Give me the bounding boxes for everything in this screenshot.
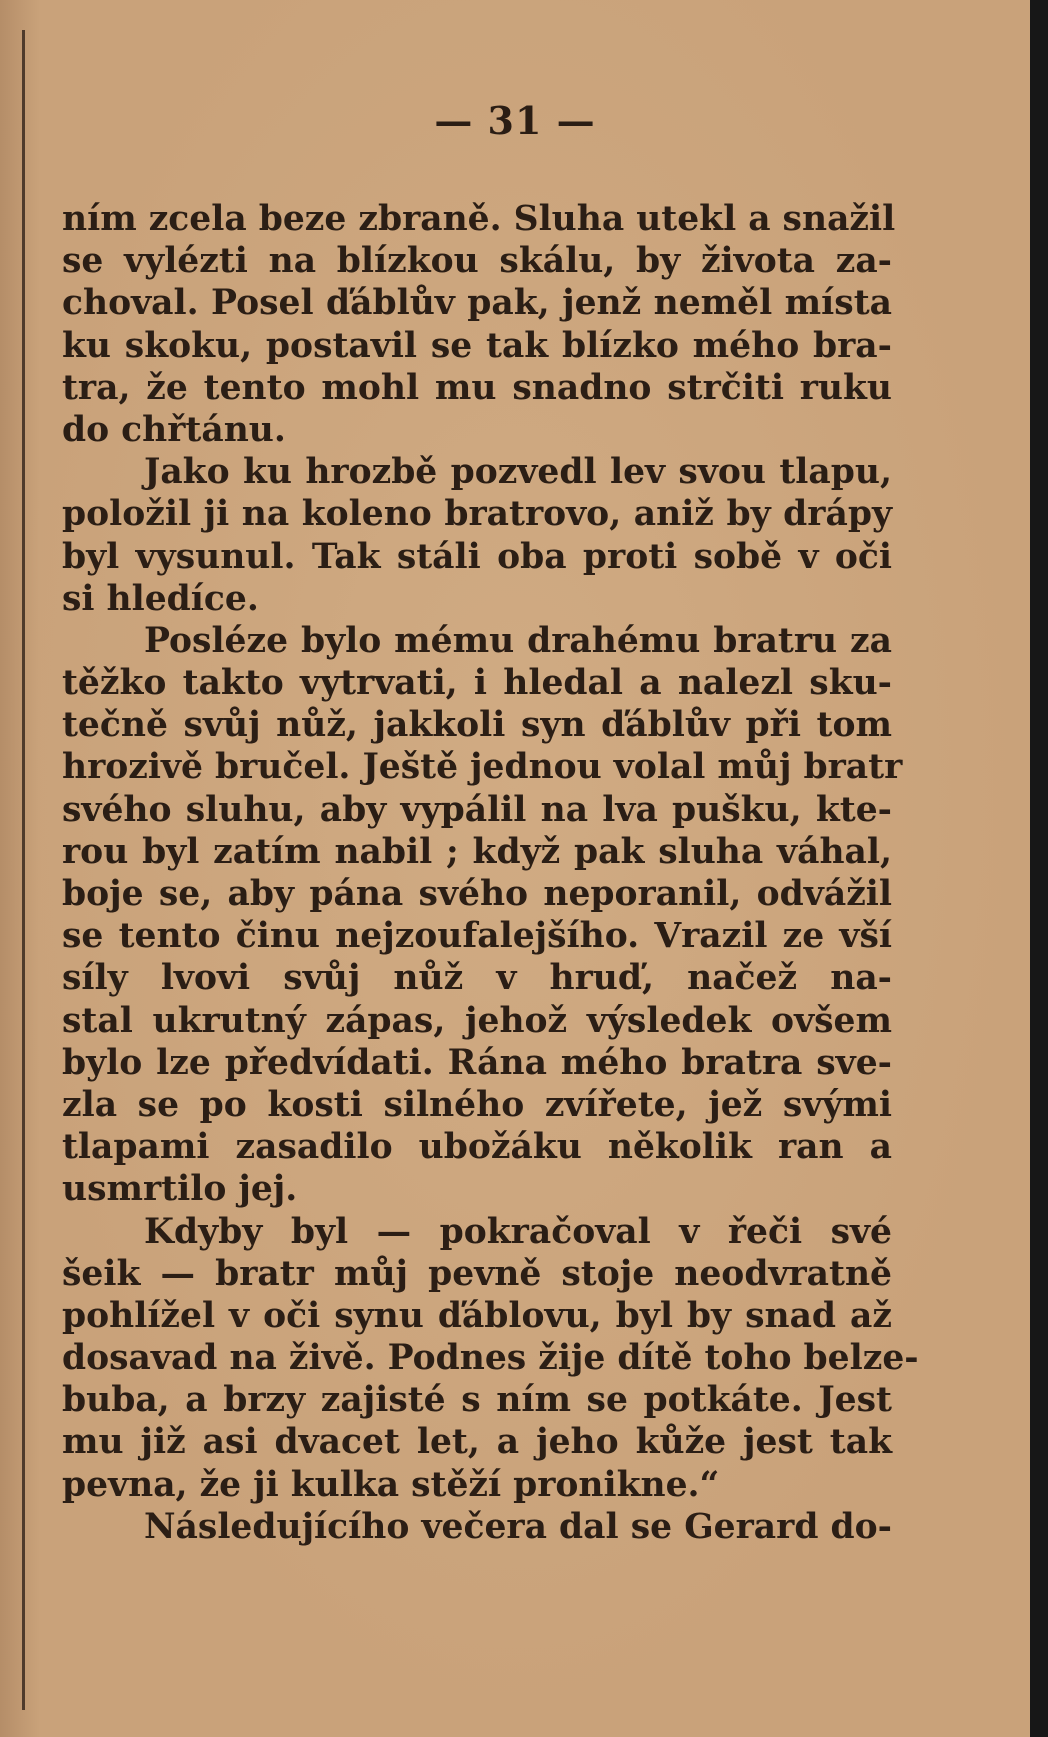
page-binding-edge xyxy=(22,30,25,1710)
text-line: byl vysunul. Tak stáli oba proti sobě v oči xyxy=(62,536,892,577)
text-line: boje se, aby pána svého neporanil, odvážil xyxy=(62,874,892,914)
text-line: usmrtilo jej. xyxy=(62,1169,298,1210)
text-line: hrozivě bručel. Ještě jednou volal můj bratr xyxy=(62,747,903,788)
text-line: síly lvovi svůj nůž v hruď, načež na- xyxy=(62,958,892,999)
text-line: se tento činu nejzoufalejšího. Vrazil ze vší xyxy=(62,916,892,957)
text-line: stal ukrutný zápas, jehož výsledek ovšem xyxy=(62,1000,892,1041)
text-line: choval. Posel ďáblův pak, jenž neměl místa xyxy=(62,283,892,324)
body-text xyxy=(62,198,919,1548)
text-line: svého sluhu, aby vypálil na lva pušku, kte- xyxy=(62,789,892,830)
text-line: rou byl zatím nabil ; když pak sluha váhal, xyxy=(62,831,892,872)
text-line: si hledíce. xyxy=(62,578,259,619)
text-line: Jako ku hrozbě pozvedl lev svou tlapu, xyxy=(144,452,892,493)
text-line: buba, a brzy zajisté s ním se potkáte. Jest xyxy=(62,1380,892,1421)
text-line: těžko takto vytrvati, i hledal a nalezl sku- xyxy=(62,663,892,704)
text-line: dosavad na živě. Podnes žije dítě toho belze- xyxy=(62,1338,919,1379)
text-line: ním zcela beze zbraně. Sluha utekl a snažil xyxy=(62,199,896,239)
page-number: — 31 — xyxy=(434,98,596,143)
text-line: tra, že tento mohl mu snadno strčiti ruku xyxy=(62,367,892,408)
text-line: do chřtánu. xyxy=(62,409,286,450)
text-line: Následujícího večera dal se Gerard do- xyxy=(144,1506,892,1547)
text-line: se vylézti na blízkou skálu, by života za- xyxy=(62,241,892,282)
text-line: položil ji na koleno bratrovo, aniž by drápy xyxy=(62,494,892,535)
scan-border xyxy=(1030,0,1048,1737)
text-line: Posléze bylo mému drahému bratru za xyxy=(144,620,892,661)
text-line: ku skoku, postavil se tak blízko mého bra- xyxy=(62,325,892,366)
text-line: šeik — bratr můj pevně stoje neodvratně xyxy=(62,1253,892,1294)
text-line: mu již asi dvacet let, a jeho kůže jest tak xyxy=(62,1422,892,1463)
text-line: Kdyby byl — pokračoval v řeči své xyxy=(144,1211,892,1252)
text-line: pohlížel v oči synu ďáblovu, byl by snad až xyxy=(62,1295,892,1336)
text-line: bylo lze předvídati. Rána mého bratra sve- xyxy=(62,1042,892,1083)
text-line: tečně svůj nůž, jakkoli syn ďáblův při tom xyxy=(62,705,892,746)
text-line: tlapami zasadilo ubožáku několik ran a xyxy=(62,1127,892,1168)
text-line: pevna, že ji kulka stěží pronikne.“ xyxy=(62,1464,720,1505)
text-line: zla se po kosti silného zvířete, jež svými xyxy=(62,1084,892,1125)
